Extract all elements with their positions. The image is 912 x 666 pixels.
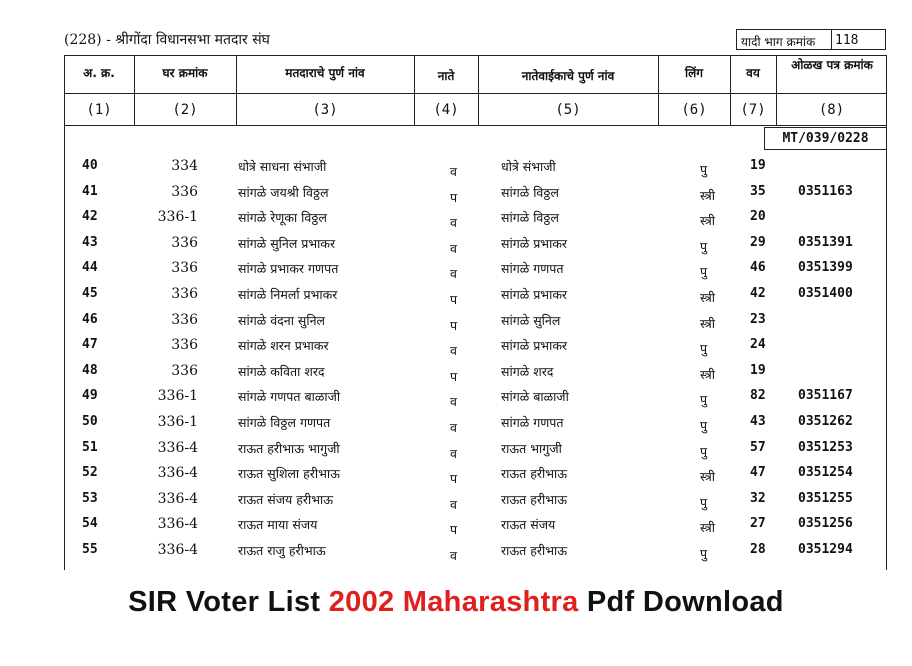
relation: व [450, 445, 457, 461]
serial-number: 48 [82, 362, 98, 378]
serial-number: 55 [82, 542, 98, 557]
gender: पु [700, 494, 708, 510]
voter-name: सांगळे निमर्ला प्रभाकर [238, 287, 338, 302]
table-row [64, 539, 887, 565]
house-number: 336 [171, 362, 198, 379]
id-card-number: 0351400 [798, 286, 853, 301]
relative-name: राऊत हरीभाऊ [501, 543, 568, 558]
age: 20 [750, 209, 766, 225]
id-card-number: 0351163 [798, 183, 853, 199]
table-row [64, 513, 887, 539]
voter-name: सांगळे कविता शरद [238, 363, 325, 379]
house-number: 336-1 [157, 414, 198, 430]
relation: व [450, 496, 457, 512]
serial-number: 51 [82, 439, 98, 455]
table-row [64, 360, 887, 386]
relation: व [450, 240, 457, 256]
house-number: 336-4 [157, 542, 198, 558]
house-number: 336 [171, 183, 198, 200]
table-row [64, 334, 887, 360]
id-card-number: 0351256 [798, 516, 853, 532]
gender: पु [700, 238, 708, 254]
relative-name: सांगळे सुनिल [501, 312, 561, 328]
age: 24 [750, 337, 766, 353]
relative-name: सांगळे गणपत [501, 415, 564, 430]
id-card-number: 0351253 [798, 439, 853, 455]
col-num: (7) [740, 102, 766, 118]
age: 29 [750, 234, 766, 250]
voter-name: सांगळे वंदना सुनिल [238, 312, 326, 328]
house-number: 336 [171, 260, 198, 277]
serial-number: 41 [82, 183, 98, 199]
house-number: 336 [171, 337, 198, 354]
relative-name: सांगळे विठ्ठल [501, 184, 559, 200]
house-number: 336 [171, 286, 198, 302]
relation: प [450, 317, 458, 333]
house-number: 336-4 [157, 516, 198, 533]
age: 19 [750, 362, 766, 378]
table-row [64, 283, 887, 309]
col-num: (6) [681, 102, 707, 118]
part-box-divider [831, 30, 832, 49]
col-head-name: मतदाराचे पुर्ण नांव [285, 66, 365, 80]
id-card-number: 0351262 [798, 414, 853, 429]
serial-number: 44 [82, 260, 98, 276]
table-row [64, 257, 887, 283]
col-num: (3) [312, 102, 338, 118]
house-number: 336-4 [157, 439, 198, 456]
col-head-age: वय [746, 66, 760, 80]
age: 47 [750, 465, 766, 481]
relation: व [450, 548, 457, 563]
table-row [64, 232, 887, 258]
voter-name: राऊत सुशिला हरीभाऊ [238, 466, 340, 482]
banner-text-1: SIR Voter List [128, 586, 329, 618]
id-card-number: 0351255 [798, 490, 853, 506]
gender: पु [700, 546, 708, 561]
voter-name: सांगळे जयश्री विठ्ठल [238, 184, 329, 200]
voter-name: राऊत संजय हरीभाऊ [238, 491, 334, 507]
voter-name: सांगळे रेणूका विठ्ठल [238, 210, 327, 226]
serial-number: 42 [82, 209, 98, 225]
gender: पु [700, 162, 708, 177]
relation: व [450, 266, 457, 282]
gender: स्त्री [700, 213, 716, 229]
relation: प [450, 292, 458, 307]
col-head-relative-name: नातेवाईकाचे पुर्ण नांव [521, 69, 615, 83]
header-bottom-line [64, 125, 887, 126]
house-number: 336-4 [157, 490, 198, 507]
relative-name: धोत्रे संभाजी [501, 159, 556, 174]
relative-name: सांगळे प्रभाकर [501, 338, 568, 354]
relation: व [450, 394, 457, 410]
gender: स्त्री [700, 315, 716, 331]
age: 35 [750, 183, 766, 199]
voter-name: धोत्रे साधना संभाजी [238, 159, 327, 174]
id-card-number: 0351167 [798, 388, 853, 404]
voter-name: सांगळे गणपत बाळाजी [238, 389, 341, 405]
constituency-title: (228) - श्रीगोंदा विधानसभा मतदार संघ [64, 32, 270, 48]
serial-number: 46 [82, 311, 98, 327]
table-row [64, 181, 887, 207]
gender: स्त्री [700, 187, 716, 203]
col-head-id-card: ओळख पत्र क्रमांक [791, 58, 873, 72]
relation: प [450, 368, 458, 384]
section-code: MT/039/0228 [764, 127, 887, 150]
gender: स्त्री [700, 469, 716, 485]
age: 57 [750, 439, 766, 455]
age: 19 [750, 158, 766, 173]
relation: व [450, 343, 457, 359]
col-head-house: घर क्रमांक [162, 66, 208, 80]
col-num: (4) [433, 102, 459, 118]
age: 32 [750, 490, 766, 506]
table-row [64, 155, 887, 181]
gender: स्त्री [700, 520, 716, 536]
relative-name: सांगळे शरद [501, 363, 554, 379]
relation: व [450, 215, 457, 231]
table-row [64, 411, 887, 437]
part-number-box [736, 29, 886, 50]
serial-number: 53 [82, 490, 98, 506]
gender: पु [700, 264, 708, 280]
age: 43 [750, 414, 766, 429]
house-number: 336-1 [157, 388, 198, 405]
house-number: 336-1 [157, 209, 198, 226]
col-head-gender: लिंग [684, 66, 703, 80]
relative-name: सांगळे बाळाजी [501, 389, 569, 405]
part-number-value: 118 [835, 33, 859, 48]
relation: प [450, 471, 458, 487]
id-card-number: 0351254 [798, 465, 853, 481]
serial-number: 43 [82, 234, 98, 250]
house-number: 336-4 [157, 465, 198, 482]
relation: व [450, 420, 457, 435]
serial-number: 52 [82, 465, 98, 481]
gender: पु [700, 392, 708, 408]
house-number: 336 [171, 234, 198, 251]
house-number: 334 [171, 158, 198, 174]
voter-name: राऊत राजु हरीभाऊ [238, 543, 326, 558]
gender: पु [700, 418, 708, 433]
relative-name: सांगळे प्रभाकर [501, 287, 568, 302]
age: 46 [750, 260, 766, 276]
voter-name: सांगळे शरन प्रभाकर [238, 338, 329, 354]
gender: पु [700, 443, 708, 459]
relative-name: राऊत हरीभाऊ [501, 466, 568, 482]
relative-name: राऊत हरीभाऊ [501, 491, 568, 507]
age: 28 [750, 542, 766, 557]
col-num: (1) [86, 102, 112, 118]
voter-name: राऊत हरीभाऊ भागुजी [238, 440, 340, 456]
serial-number: 40 [82, 158, 98, 173]
banner-text-3: Pdf Download [578, 586, 784, 618]
relation: प [450, 189, 458, 205]
gender: पु [700, 341, 708, 357]
col-head-serial: अ. क्र. [83, 66, 115, 80]
house-number: 336 [171, 311, 198, 328]
voter-name: सांगळे सुनिल प्रभाकर [238, 235, 336, 251]
relation: प [450, 522, 458, 538]
relative-name: राऊत भागुजी [501, 440, 562, 456]
age: 27 [750, 516, 766, 532]
promo-banner [0, 586, 912, 619]
table-row [64, 206, 887, 232]
id-card-number: 0351399 [798, 260, 853, 276]
col-head-relation: नाते [437, 69, 455, 83]
col-num: (2) [172, 102, 198, 118]
age: 42 [750, 286, 766, 301]
part-number-label: यादी भाग क्रमांक [741, 35, 816, 49]
serial-number: 54 [82, 516, 98, 532]
serial-number: 45 [82, 286, 98, 301]
relative-name: सांगळे गणपत [501, 261, 564, 277]
voter-name: सांगळे प्रभाकर गणपत [238, 261, 339, 277]
table-row [64, 462, 887, 488]
relation: व [450, 164, 457, 179]
age: 82 [750, 388, 766, 404]
gender: स्त्री [700, 290, 716, 305]
banner-text-2: 2002 Maharashtra [328, 586, 579, 618]
id-card-number: 0351391 [798, 234, 853, 250]
voter-name: सांगळे विठ्ठल गणपत [238, 415, 331, 430]
serial-number: 47 [82, 337, 98, 353]
relative-name: राऊत संजय [501, 517, 556, 533]
col-num: (5) [555, 102, 581, 118]
serial-number: 50 [82, 414, 98, 429]
gender: स्त्री [700, 366, 716, 382]
table-row [64, 488, 887, 514]
id-card-number: 0351294 [798, 542, 853, 557]
serial-number: 49 [82, 388, 98, 404]
age: 23 [750, 311, 766, 327]
relative-name: सांगळे प्रभाकर [501, 235, 568, 251]
table-row [64, 437, 887, 463]
relative-name: सांगळे विठ्ठल [501, 210, 559, 226]
col-num: (8) [818, 102, 845, 118]
table-row [64, 309, 887, 335]
header-divider [64, 93, 887, 94]
voter-name: राऊत माया संजय [238, 517, 318, 533]
table-row [64, 385, 887, 411]
